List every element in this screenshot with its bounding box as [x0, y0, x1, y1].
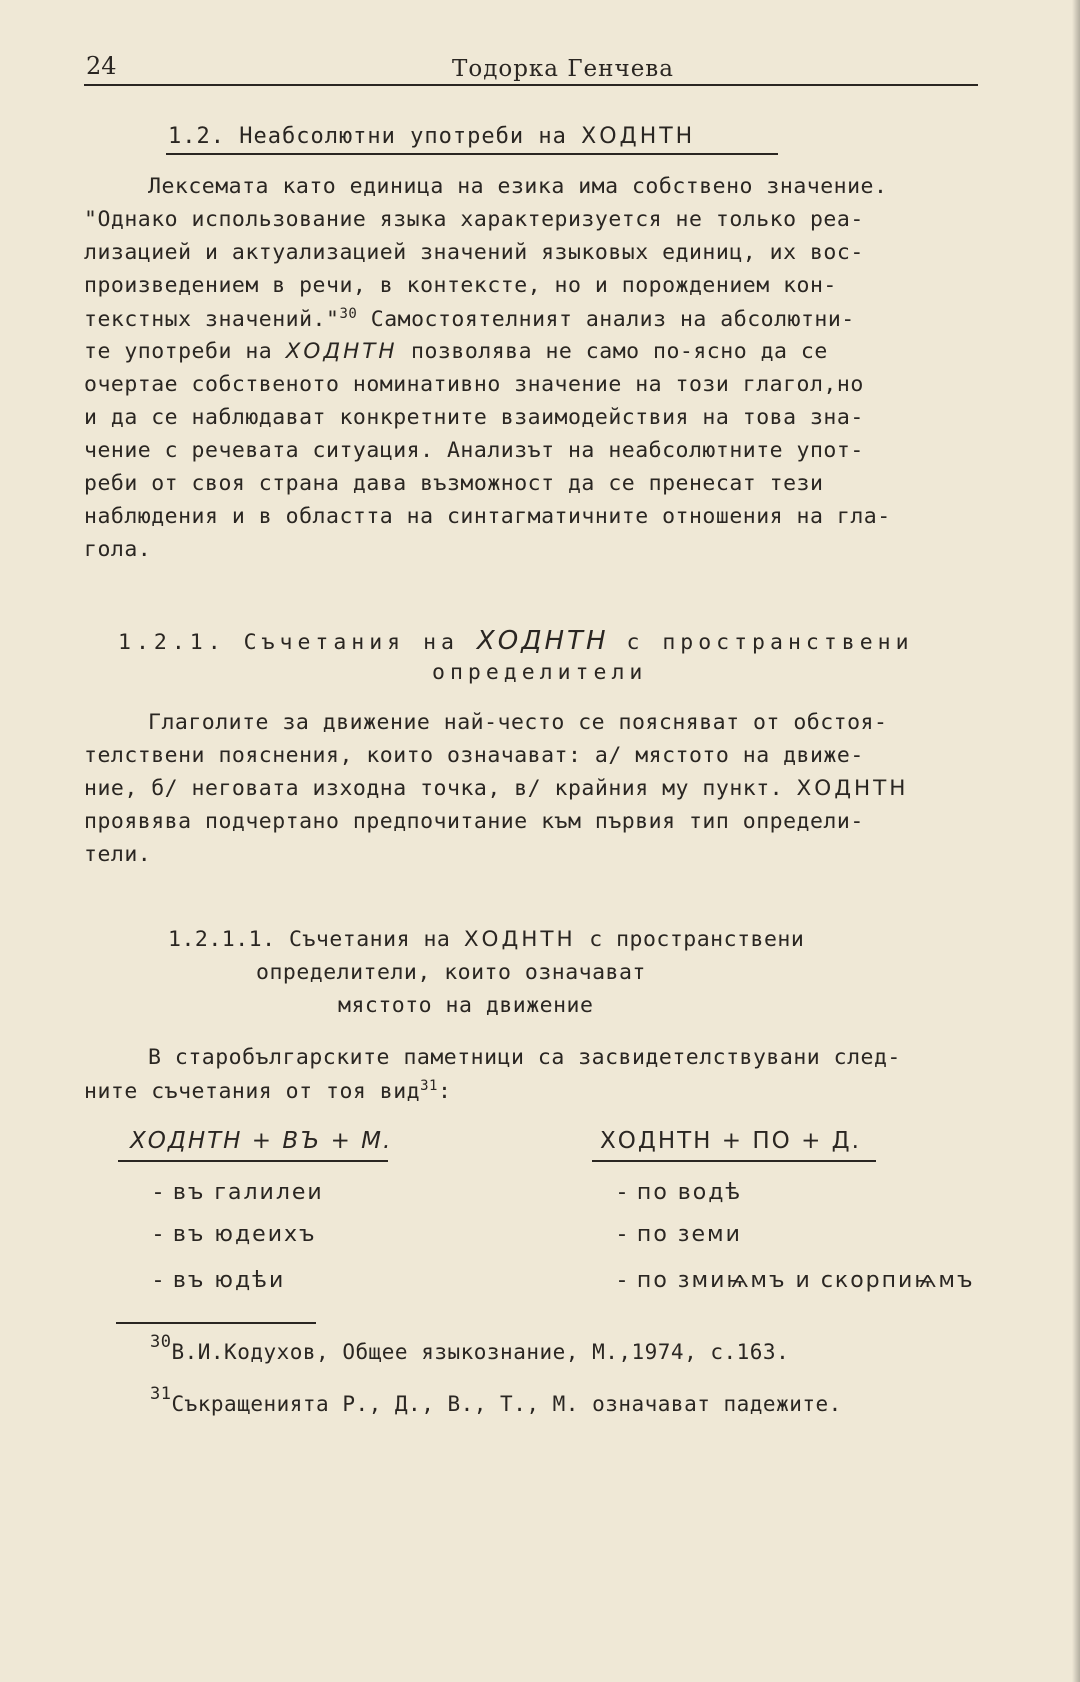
verb-form: ХОДНТН [796, 776, 909, 801]
paragraph1-text: Самостоятелният анализ на абсолютни- [357, 307, 855, 333]
paragraph3-text: : [437, 1079, 452, 1105]
right-example: - по водѣ [618, 1180, 743, 1205]
subsection-title-continued: определители [432, 660, 648, 685]
section-title-text: 1.2. Неабсолютни употреби на [168, 124, 567, 149]
paragraph2-line: проявява подчертано предпочитание към първия тип определи- [84, 809, 864, 834]
subsection-number: 1.2.1. [118, 630, 226, 655]
paragraph1-line [84, 306, 855, 332]
left-example: - въ юдѣи [154, 1268, 286, 1293]
page-edge-shadow [1072, 0, 1080, 1682]
subsubsection-title-continued: определители, които означават [256, 960, 646, 985]
paragraph1-line: лизацией и актуализацией значений языковых единиц, их вос- [84, 240, 864, 265]
paragraph1-text: текстных значений." [84, 307, 340, 333]
subsubsection-number: 1.2.1.1. [168, 927, 276, 952]
paragraph2-line: тели. [84, 842, 152, 867]
running-title: Тодорка Генчева [452, 56, 674, 82]
left-example: - въ юдеихъ [154, 1222, 317, 1247]
subsubsection-title-text: Съчетания на [289, 927, 451, 952]
paragraph1-line: и да се наблюдават конкретните взаимодействия на това зна- [84, 405, 864, 430]
right-column-rule [592, 1160, 876, 1162]
paragraph1-line: гола. [84, 537, 152, 562]
left-example: - въ галилеи [154, 1180, 324, 1205]
header-rule [84, 84, 978, 86]
paragraph3-line: В старобългарските паметници са засвидетелствувани след- [148, 1045, 901, 1070]
paragraph2-text: ние, б/ неговата изходна точка, в/ крайния му пункт. [84, 776, 797, 801]
paragraph1-line: "Однако использование языка характеризуется не только реа- [84, 207, 864, 232]
footnote-text: Съкращенията Р., Д., В., Т., М. означават падежите. [171, 1392, 842, 1416]
footnote-ref-30: 30 [339, 306, 358, 322]
left-column-rule [118, 1160, 388, 1162]
right-example: - по змиѩмъ и скорпиѩмъ [618, 1268, 975, 1293]
section-title-verb: ХОДНТН [581, 124, 696, 149]
footnote-rule [116, 1322, 316, 1324]
paragraph1-line: реби от своя страна дава възможност да се пренесат тези [84, 471, 824, 496]
footnote-number: 30 [150, 1332, 172, 1352]
paragraph1-text: те употреби на [84, 339, 286, 364]
footnote-text: В.И.Кодухов, Общее языкознание, М.,1974, с.163. [171, 1340, 790, 1364]
subsubsection-title-text: с пространствени [589, 927, 805, 952]
section-title [168, 124, 695, 149]
subsubsection-verb: ХОДНТН [463, 927, 576, 952]
footnote [150, 1384, 842, 1416]
paragraph1-line: чение с речевата ситуация. Анализът на неабсолютните упот- [84, 438, 864, 463]
paragraph2-line: Глаголите за движение най-често се поясняват от обстоя- [148, 710, 888, 735]
footnote-ref-31: 31 [420, 1078, 438, 1094]
subsection-title [118, 626, 914, 656]
paragraph1-text: позволява не само по-ясно да се [397, 339, 828, 364]
subsection-title-text: Съчетания на [243, 630, 459, 655]
footnote [150, 1332, 790, 1364]
footnote-number: 31 [150, 1384, 172, 1404]
paragraph2-line: телствени пояснения, които означават: а/ мястото на движе- [84, 743, 864, 768]
subsection-title-text: с пространствени [626, 630, 914, 655]
paragraph1-line [84, 339, 828, 364]
right-example: - по земи [618, 1222, 742, 1247]
right-column-header: ХОДНТН + ПО + Д. [600, 1128, 861, 1154]
paragraph1-line: очертае собственото номинативно значение на този глагол,но [84, 372, 864, 397]
section-title-underline [166, 153, 778, 155]
paragraph3-text: ните съчетания от тоя вид [84, 1079, 421, 1105]
subsubsection-title-continued: мястото на движение [338, 993, 594, 1018]
left-column-header: ХОДНТН + ВЪ + М. [130, 1128, 393, 1154]
paragraph1-line: произведением в речи, в контексте, но и порождением кон- [84, 273, 837, 298]
subsection-verb: ХОДНТН [476, 626, 609, 656]
page-number: 24 [86, 52, 117, 80]
paragraph1-line: Лексемата като единица на езика има собствено значение. [148, 174, 888, 199]
paragraph2-line [84, 776, 908, 801]
paragraph1-line: наблюдения и в областта на синтагматичните отношения на гла- [84, 504, 891, 529]
verb-form: ХОДНТН [285, 339, 398, 364]
subsubsection-title [168, 927, 804, 952]
paragraph3-line [84, 1078, 451, 1104]
